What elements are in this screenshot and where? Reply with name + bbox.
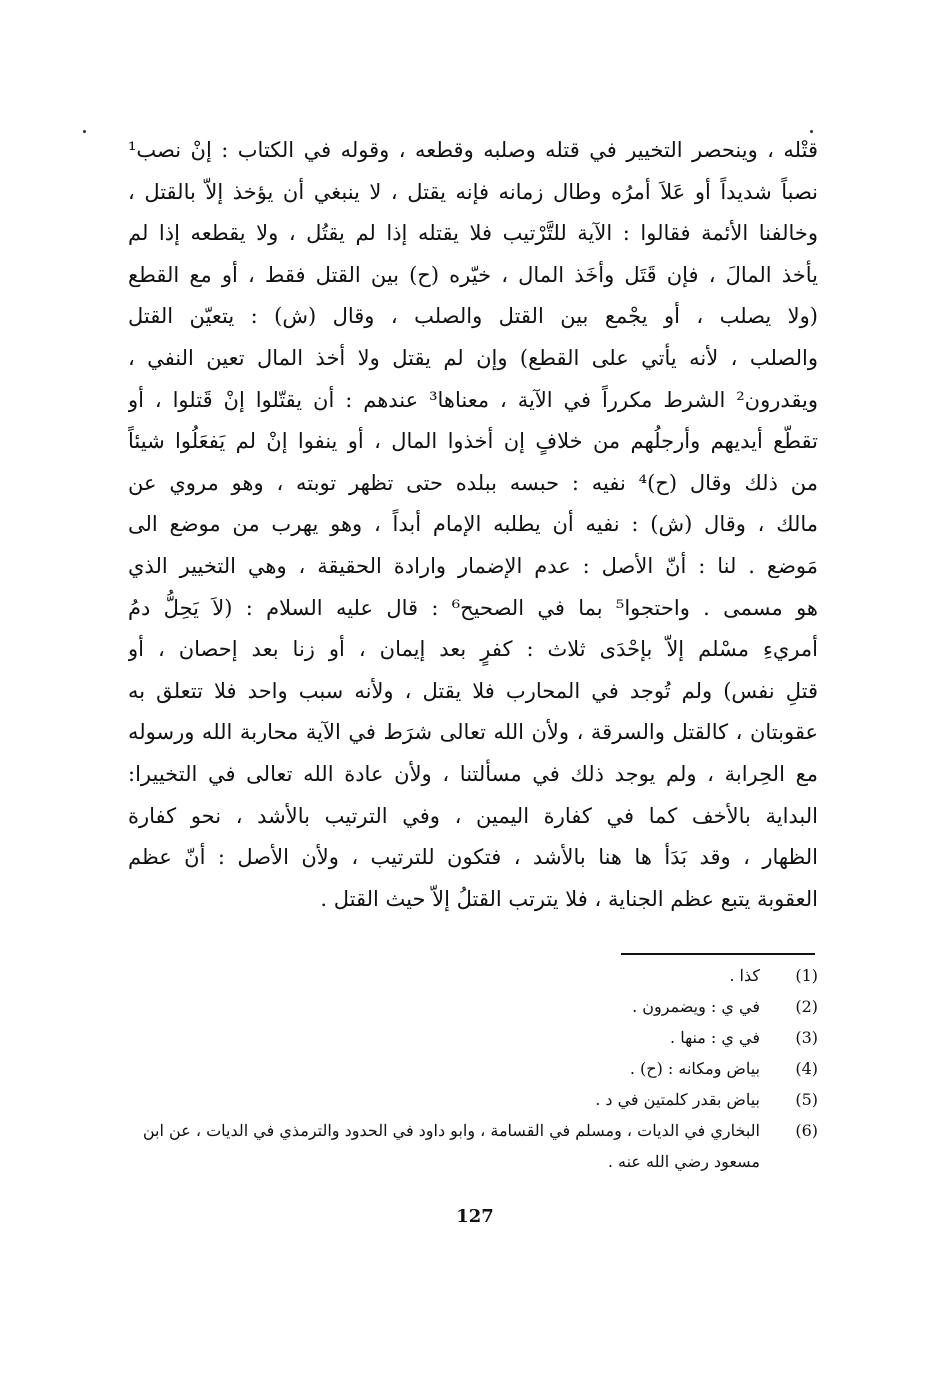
- footnote: [130, 1022, 818, 1053]
- footnote-number: (3): [795, 1028, 818, 1047]
- footnote-number: (5): [795, 1090, 818, 1109]
- footnote-number: (1): [795, 966, 818, 985]
- text-line: مَوضع . لنا : أنّ الأصل : عدم الإضمار وارادة الحقيقة ، وهي التخيير الذي: [128, 553, 818, 578]
- text-line: هو مسمى . واحتجوا⁵ بما في الصحيح⁶ : قال عليه السلام : (لاَ يَحِلُّ دمُ: [128, 595, 818, 620]
- footnote-text: البخاري في الديات ، ومسلم في القسامة ، وابو داود في الحدود والترمذي في الديات ، عن ابن: [142, 1121, 760, 1140]
- footnote-number: (2): [795, 997, 818, 1016]
- text-line: عقوبتان ، كالقتل والسرقة ، ولأن الله تعالى شرَط في الآية محاربة الله ورسوله: [128, 720, 818, 745]
- footnote-text: في ي : منها .: [670, 1028, 760, 1047]
- text-line: قتْله ، وينحصر التخيير في قتله وصلبه وقطعه ، وقوله في الكتاب : إنْ نصب¹: [128, 138, 818, 162]
- footnote: [130, 1115, 818, 1146]
- text-line: البداية بالأخف كما في كفارة اليمين ، وفي الترتيب بالأشد ، نحو كفارة: [128, 803, 818, 828]
- text-line: والصلب ، لأنه يأتي على القطع) وإن لم يقتل ولا أخذ المال تعين النفي ،: [128, 345, 818, 370]
- page-number: 127: [456, 1206, 494, 1227]
- text-line: تقطّع أيديهم وأرجلُهم من خلافٍ إن أخذوا المال ، أو ينفوا إنْ لم يَفعَلُوا شيئاً: [128, 429, 818, 454]
- footnote: [130, 1084, 818, 1115]
- text-line: أمريءِ مسْلم إلاّ بإحْدَى ثلاث : كفرٍ بعد إيمان ، أو زنا بعد إحصان ، أو: [128, 637, 818, 662]
- footnote-text: بياض ومكانه : (ح) .: [629, 1059, 760, 1078]
- text-line: الظهار ، وقد بَدَأ ها هنا بالأشد ، فتكون للترتيب ، ولأن الأصل : أنّ عظم: [128, 845, 818, 870]
- footnote-text: بياض بقدر كلمتين في د .: [595, 1090, 760, 1109]
- text-line: ويقدرون² الشرط مكرراً في الآية ، معناها³ عندهم : أن يقتّلوا إنْ قَتلوا ، أو: [128, 387, 818, 412]
- footnotes: [130, 960, 818, 1177]
- text-line: مالك ، وقال (ش) : نفيه أن يطلبه الإمام أبداً ، وهو يهرب من موضع الى: [128, 512, 818, 537]
- scan-speck: [83, 130, 86, 133]
- text-line: قتلِ نفس) ولم تُوجد في المحارب فلا يقتل ، ولأنه سبب واحد فلا تتعلق به: [128, 678, 818, 703]
- text-line: العقوبة يتبع عظم الجناية ، فلا يترتب القتلُ إلاّ حيث القتل .: [320, 886, 818, 911]
- footnote-continuation: مسعود رضي الله عنه .: [607, 1152, 760, 1171]
- text-line: نصباً شديداً أو عَلاَ أمرُه وطال زمانه فإنه يقتل ، لا ينبغي أن يؤخذ إلاّ بالقتل ،: [128, 179, 818, 204]
- footnote: [130, 960, 818, 991]
- footnote-text: في ي : ويضمرون .: [632, 997, 760, 1016]
- text-line: (ولا يصلب ، أو يجْمع بين القتل والصلب ، وقال (ش) : يتعيّن القتل: [128, 304, 818, 329]
- footnote-number: (6): [795, 1121, 818, 1140]
- text-line: يأخذ المالَ ، فإن قَتَل وأخَذ المال ، خيّره (ح) بين القتل فقط ، أو مع القطع: [128, 262, 818, 287]
- footnote-text: كذا .: [729, 966, 760, 985]
- footnote-separator: [621, 953, 815, 955]
- main-text: [128, 130, 818, 920]
- footnote-number: (4): [795, 1059, 818, 1078]
- text-line: من ذلك وقال (ح)⁴ نفيه : حبسه ببلده حتى تظهر توبته ، وهو مروي عن: [128, 470, 818, 495]
- text-line: وخالفنا الأئمة فقالوا : الآية للتَّرْتيب فلا يقتله إذا لم يقتُل ، ولا يقطعه إذا لم: [128, 221, 818, 246]
- text-line: مع الحِرابة ، ولم يوجد ذلك في مسألتنا ، ولأن عادة الله تعالى في التخييرا:: [128, 761, 818, 786]
- footnote: [130, 991, 818, 1022]
- footnote: [130, 1053, 818, 1084]
